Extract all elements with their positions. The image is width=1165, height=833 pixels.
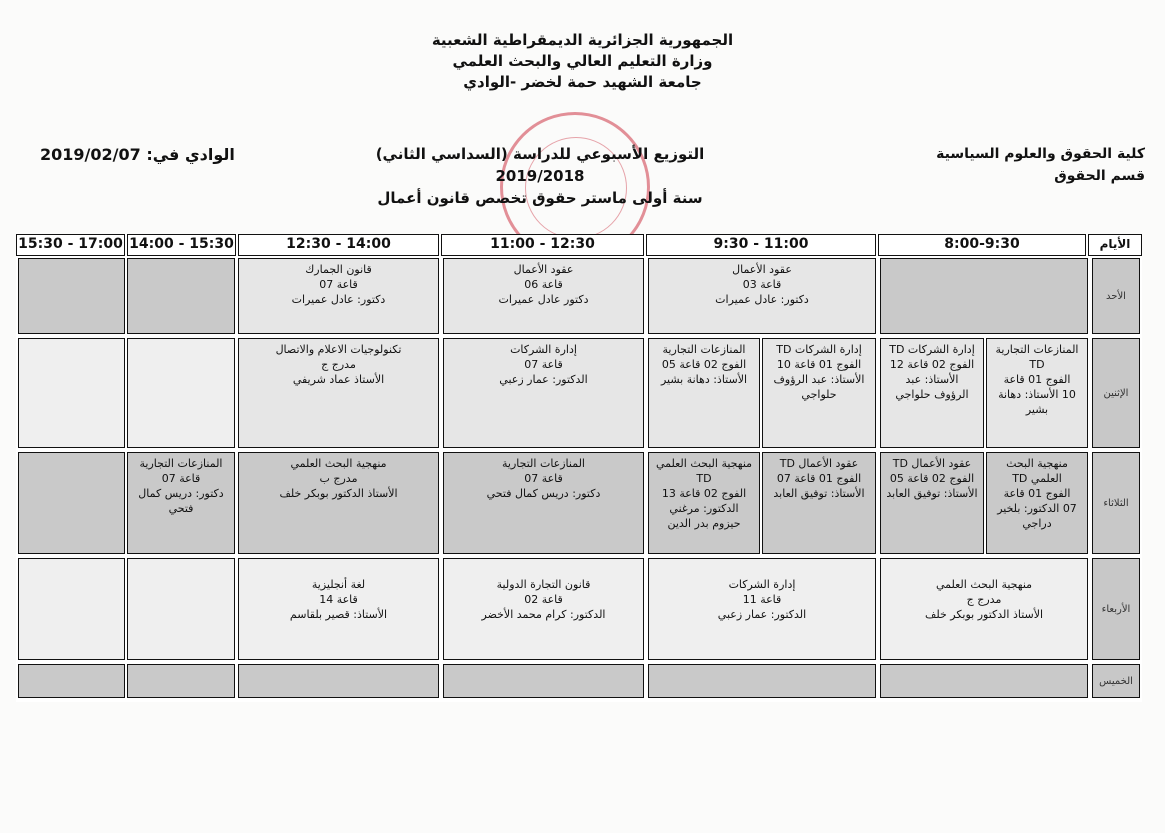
session-tue-3 xyxy=(443,452,644,554)
group-room: الفوج 02 قاعة 12 xyxy=(889,358,975,371)
session-mon-1a xyxy=(986,338,1088,448)
col-header-slot3: 11:00 - 12:30 xyxy=(441,234,644,256)
slot-thu-3-empty xyxy=(443,664,644,698)
session-mon-3 xyxy=(443,338,644,448)
session-type: TD xyxy=(696,472,712,485)
schedule-subtitle: سنة أولى ماستر حقوق تخصص قانون أعمال xyxy=(377,189,703,207)
session-type: TD xyxy=(1029,358,1045,371)
teacher: دكتور: عادل عميرات xyxy=(715,293,809,306)
teacher: الأستاذ الدكتور بوبكر خلف xyxy=(924,608,1044,621)
teacher: الدكتور: عمار زعبي xyxy=(717,608,807,621)
col-header-slot1: 8:00-9:30 xyxy=(878,234,1086,256)
col-header-slot6: 15:30 - 17:00 xyxy=(16,234,125,256)
session-tue-4 xyxy=(238,452,439,554)
session-mon-2b xyxy=(648,338,760,448)
session-sun-3 xyxy=(443,258,644,334)
course-name: المنازعات التجارية xyxy=(995,343,1079,356)
day-sunday: الأحد xyxy=(1092,258,1140,334)
course-name: إدارة الشركات TD xyxy=(889,343,975,356)
teacher: الأستاذ: دهانة بشير xyxy=(660,373,748,386)
room: قاعة 06 xyxy=(524,278,563,291)
slot-sun-6-empty xyxy=(18,258,125,334)
session-type: العلمي TD xyxy=(1012,472,1062,485)
group-room: الفوج 01 قاعة 07 xyxy=(776,472,862,485)
date-label: الوادي في: 2019/02/07 xyxy=(40,145,235,164)
course-name: المنازعات التجارية xyxy=(502,457,585,470)
group-room: الفوج 02 قاعة 05 xyxy=(889,472,975,485)
group-room: الفوج 02 قاعة 13 xyxy=(661,487,747,500)
course-name: عقود الأعمال xyxy=(513,263,574,276)
teacher: 10 الأستاذ: دهانة xyxy=(998,388,1076,401)
teacher: الأستاذ: قصير بلقاسم xyxy=(289,608,388,621)
schedule-title-block xyxy=(330,143,750,209)
day-tuesday: الثلاثاء xyxy=(1092,452,1140,554)
department-name: قسم الحقوق xyxy=(1054,168,1145,184)
session-wed-1 xyxy=(880,558,1088,660)
course-name: عقود الأعمال TD xyxy=(892,457,972,470)
room: مدرج ب xyxy=(319,472,358,485)
teacher: الأستاذ عماد شريفي xyxy=(292,373,385,386)
teacher: الدكتور: مرغني xyxy=(669,502,739,515)
session-tue-5 xyxy=(127,452,235,554)
course-name: إدارة الشركات xyxy=(510,343,577,356)
teacher: الأستاذ: توفيق العابد xyxy=(886,487,978,500)
day-wednesday: الأربعاء xyxy=(1092,558,1140,660)
col-header-slot5: 14:00 - 15:30 xyxy=(127,234,236,256)
course-name: المنازعات التجارية xyxy=(662,343,746,356)
faculty-name: كلية الحقوق والعلوم السياسية xyxy=(936,146,1145,162)
university-line: جامعة الشهيد حمة لخضر -الوادي xyxy=(463,73,702,91)
teacher: الدكتور: عمار زعبي xyxy=(499,373,588,386)
session-wed-2 xyxy=(648,558,876,660)
slot-sun-5-empty xyxy=(127,258,235,334)
teacher: دكتور عادل عميرات xyxy=(498,293,589,306)
course-name: منهجية البحث العلمي xyxy=(655,457,753,470)
course-name: منهجية البحث العلمي xyxy=(290,457,387,470)
session-mon-2a xyxy=(762,338,876,448)
session-wed-4 xyxy=(238,558,439,660)
session-tue-2b xyxy=(648,452,760,554)
room: قاعة 14 xyxy=(319,593,358,606)
faculty-block xyxy=(885,143,1145,187)
course-name: لغة أنجليزية xyxy=(311,578,366,591)
col-header-slot2: 9:30 - 11:00 xyxy=(646,234,876,256)
slot-thu-5-empty xyxy=(127,664,235,698)
slot-thu-1-empty xyxy=(880,664,1088,698)
slot-thu-2-empty xyxy=(648,664,876,698)
room: قاعة 02 xyxy=(524,593,563,606)
teacher: الأستاذ الدكتور بوبكر خلف xyxy=(279,487,398,500)
room: قاعة 11 xyxy=(742,593,782,606)
group-room: الفوج 02 قاعة 05 xyxy=(661,358,747,371)
session-sun-2 xyxy=(648,258,876,334)
slot-tue-6-empty xyxy=(18,452,125,554)
teacher: دكتور: دريس كمال فتحي xyxy=(486,487,601,500)
teacher-cont: بشير xyxy=(1025,403,1049,416)
session-sun-4 xyxy=(238,258,439,334)
teacher: الدكتور: كرام محمد الأخضر xyxy=(481,608,606,621)
schedule-title: التوزيع الأسبوعي للدراسة (السداسي الثاني) 2019/2018 xyxy=(375,145,705,185)
room: قاعة 07 xyxy=(524,358,563,371)
teacher-cont: الرؤوف حلواجي xyxy=(895,388,969,401)
course-name: عقود الأعمال xyxy=(732,263,792,276)
teacher: 07 الدكتور: بلخير xyxy=(997,502,1077,515)
ministry-line: وزارة التعليم العالي والبحث العلمي xyxy=(452,52,713,70)
slot-mon-6-empty xyxy=(18,338,125,448)
republic-line: الجمهورية الجزائرية الديمقراطية الشعبية xyxy=(431,31,734,49)
teacher: دكتور: عادل عميرات xyxy=(291,293,386,306)
course-name: المنازعات التجارية xyxy=(139,457,223,470)
room: مدرج ج xyxy=(321,358,356,371)
course-name: تكنولوجيات الاعلام والاتصال xyxy=(275,343,402,356)
teacher-cont: دراجي xyxy=(1022,517,1052,530)
room: قاعة 03 xyxy=(742,278,782,291)
slot-wed-5-empty xyxy=(127,558,235,660)
timetable xyxy=(16,234,1142,702)
session-tue-1a xyxy=(986,452,1088,554)
group-room: الفوج 01 قاعة xyxy=(1003,487,1071,500)
teacher: الأستاذ: عبد xyxy=(905,373,959,386)
day-thursday: الخميس xyxy=(1092,664,1140,698)
col-header-slot4: 12:30 - 14:00 xyxy=(238,234,439,256)
course-name: إدارة الشركات TD xyxy=(776,343,862,356)
teacher: الأستاذ: عبد الرؤوف xyxy=(773,373,865,386)
slot-sun-1-empty xyxy=(880,258,1088,334)
room: مدرج ج xyxy=(966,593,1002,606)
course-name: قانون الجمارك xyxy=(305,263,372,276)
session-mon-4 xyxy=(238,338,439,448)
teacher-cont: فتحي xyxy=(168,502,194,515)
teacher-cont: حيزوم بدر الدين xyxy=(667,517,741,530)
session-mon-1b xyxy=(880,338,984,448)
course-name: منهجية البحث xyxy=(1006,457,1068,470)
course-name: إدارة الشركات xyxy=(728,578,796,591)
room: قاعة 07 xyxy=(319,278,358,291)
day-monday: الإثنين xyxy=(1092,338,1140,448)
room: قاعة 07 xyxy=(161,472,201,485)
slot-thu-4-empty xyxy=(238,664,439,698)
session-wed-3 xyxy=(443,558,644,660)
slot-mon-5-empty xyxy=(127,338,235,448)
course-name: عقود الأعمال TD xyxy=(779,457,859,470)
session-tue-2a xyxy=(762,452,876,554)
course-name: قانون التجارة الدولية xyxy=(496,578,591,591)
teacher-cont: حلواجي xyxy=(801,388,837,401)
session-tue-1b xyxy=(880,452,984,554)
slot-wed-6-empty xyxy=(18,558,125,660)
group-room: الفوج 01 قاعة 10 xyxy=(776,358,862,371)
col-header-days: الأيام xyxy=(1088,234,1142,256)
group-room: الفوج 01 قاعة xyxy=(1003,373,1071,386)
slot-thu-6-empty xyxy=(18,664,125,698)
header-block xyxy=(0,30,1165,93)
teacher: دكتور: دريس كمال xyxy=(138,487,224,500)
room: قاعة 07 xyxy=(524,472,563,485)
course-name: منهجية البحث العلمي xyxy=(935,578,1033,591)
teacher: الأستاذ: توفيق العابد xyxy=(773,487,865,500)
